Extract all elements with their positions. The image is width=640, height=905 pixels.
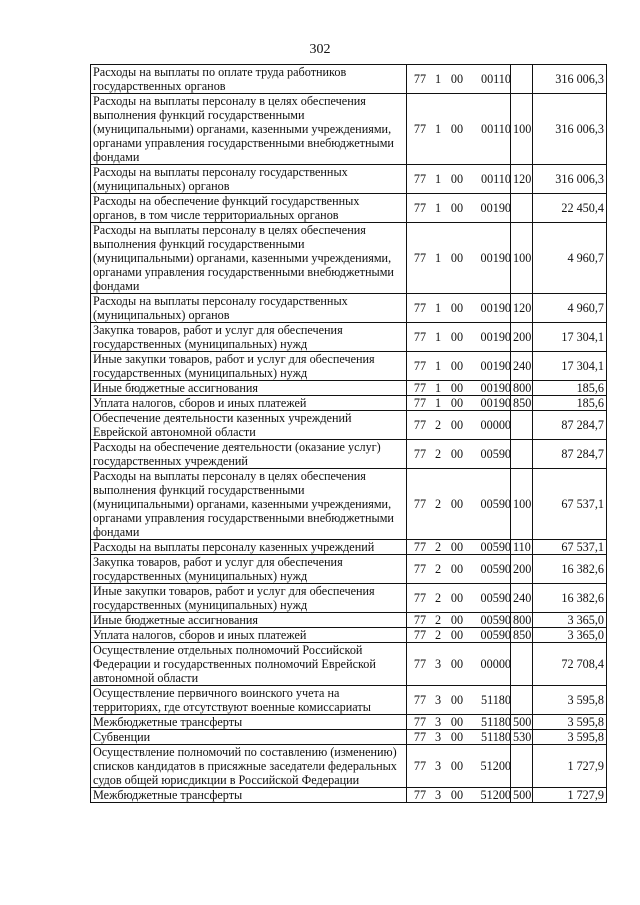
row-amount: 3 595,8 — [533, 730, 607, 745]
code-group: 00 — [450, 730, 464, 744]
code-group: 00 — [450, 251, 464, 265]
code-direction: 00190 — [480, 201, 511, 215]
row-expense-type — [511, 745, 533, 788]
code-program: 77 — [413, 72, 427, 86]
code-group: 00 — [450, 201, 464, 215]
row-expense-type: 120 — [511, 165, 533, 194]
row-name: Межбюджетные трансферты — [91, 788, 407, 803]
row-name: Расходы на выплаты по оплате труда работников государственных органов — [91, 65, 407, 94]
row-code — [407, 381, 511, 396]
row-expense-type: 530 — [511, 730, 533, 745]
code-direction: 00190 — [480, 251, 511, 265]
row-code — [407, 788, 511, 803]
table-row — [91, 584, 607, 613]
row-expense-type — [511, 411, 533, 440]
row-name: Расходы на выплаты персоналу казенных учреждений — [91, 540, 407, 555]
row-code — [407, 628, 511, 643]
code-program: 77 — [413, 330, 427, 344]
row-code — [407, 469, 511, 540]
code-program: 77 — [413, 172, 427, 186]
code-subprogram: 3 — [434, 657, 442, 671]
code-program: 77 — [413, 562, 427, 576]
row-amount: 1 727,9 — [533, 788, 607, 803]
table-row — [91, 65, 607, 94]
code-program: 77 — [413, 122, 427, 136]
code-group: 00 — [450, 359, 464, 373]
row-name: Осуществление первичного воинского учета на территориях, где отсутствуют военные комиссариаты — [91, 686, 407, 715]
code-direction: 51180 — [480, 715, 511, 729]
code-direction: 00110 — [480, 172, 511, 186]
code-program: 77 — [413, 613, 427, 627]
code-subprogram: 1 — [434, 330, 442, 344]
code-group: 00 — [450, 759, 464, 773]
table-row — [91, 643, 607, 686]
table-row — [91, 788, 607, 803]
row-name: Расходы на выплаты персоналу государственных (муниципальных) органов — [91, 165, 407, 194]
code-subprogram: 1 — [434, 396, 442, 410]
row-name: Закупка товаров, работ и услуг для обеспечения государственных (муниципальных) нужд — [91, 555, 407, 584]
code-group: 00 — [450, 562, 464, 576]
table-row — [91, 613, 607, 628]
row-code — [407, 65, 511, 94]
row-expense-type: 110 — [511, 540, 533, 555]
row-expense-type — [511, 194, 533, 223]
code-subprogram: 1 — [434, 251, 442, 265]
row-amount: 4 960,7 — [533, 223, 607, 294]
code-program: 77 — [413, 657, 427, 671]
row-amount: 3 365,0 — [533, 628, 607, 643]
table-row — [91, 352, 607, 381]
code-group: 00 — [450, 628, 464, 642]
row-expense-type: 200 — [511, 555, 533, 584]
code-group: 00 — [450, 591, 464, 605]
table-row — [91, 323, 607, 352]
code-direction: 00190 — [480, 381, 511, 395]
row-code — [407, 223, 511, 294]
row-code — [407, 555, 511, 584]
code-program: 77 — [413, 730, 427, 744]
row-name: Осуществление отдельных полномочий Российской Федерации и государственных полномочий Еврейской автономной области — [91, 643, 407, 686]
row-amount: 3 595,8 — [533, 686, 607, 715]
code-program: 77 — [413, 540, 427, 554]
code-subprogram: 2 — [434, 418, 442, 432]
row-name: Расходы на обеспечение функций государственных органов, в том числе территориальных органов — [91, 194, 407, 223]
row-code — [407, 396, 511, 411]
code-direction: 00000 — [480, 657, 511, 671]
code-direction: 00590 — [480, 591, 511, 605]
row-amount: 16 382,6 — [533, 555, 607, 584]
code-program: 77 — [413, 591, 427, 605]
table-row — [91, 396, 607, 411]
row-expense-type — [511, 440, 533, 469]
row-name: Обеспечение деятельности казенных учреждений Еврейской автономной области — [91, 411, 407, 440]
code-group: 00 — [450, 540, 464, 554]
code-direction: 51200 — [480, 788, 511, 802]
code-direction: 00590 — [480, 497, 511, 511]
row-name: Уплата налогов, сборов и иных платежей — [91, 628, 407, 643]
code-program: 77 — [413, 359, 427, 373]
row-name: Субвенции — [91, 730, 407, 745]
code-group: 00 — [450, 122, 464, 136]
code-group: 00 — [450, 613, 464, 627]
row-expense-type — [511, 643, 533, 686]
row-amount: 67 537,1 — [533, 469, 607, 540]
code-direction: 00190 — [480, 301, 511, 315]
row-name: Иные бюджетные ассигнования — [91, 381, 407, 396]
row-code — [407, 411, 511, 440]
row-expense-type — [511, 686, 533, 715]
row-amount: 16 382,6 — [533, 584, 607, 613]
row-expense-type: 100 — [511, 469, 533, 540]
code-group: 00 — [450, 418, 464, 432]
code-direction: 00110 — [480, 72, 511, 86]
code-direction: 00190 — [480, 330, 511, 344]
row-code — [407, 165, 511, 194]
page-number: 302 — [309, 42, 331, 57]
row-name: Уплата налогов, сборов и иных платежей — [91, 396, 407, 411]
table-row — [91, 94, 607, 165]
row-code — [407, 440, 511, 469]
code-program: 77 — [413, 381, 427, 395]
code-subprogram: 1 — [434, 381, 442, 395]
code-subprogram: 1 — [434, 359, 442, 373]
row-amount: 3 365,0 — [533, 613, 607, 628]
row-expense-type: 240 — [511, 352, 533, 381]
code-subprogram: 1 — [434, 301, 442, 315]
row-name: Расходы на выплаты персоналу в целях обеспечения выполнения функций государственными (муниципальными) органами, казенными учреждениями, органами управления государственными внебюджетными фондами — [91, 223, 407, 294]
table-row — [91, 381, 607, 396]
row-amount: 316 006,3 — [533, 65, 607, 94]
code-subprogram: 2 — [434, 447, 442, 461]
table-row — [91, 194, 607, 223]
code-group: 00 — [450, 72, 464, 86]
code-direction: 51180 — [480, 730, 511, 744]
code-subprogram: 3 — [434, 715, 442, 729]
table-row — [91, 628, 607, 643]
row-code — [407, 352, 511, 381]
code-program: 77 — [413, 693, 427, 707]
code-subprogram: 2 — [434, 628, 442, 642]
code-group: 00 — [450, 381, 464, 395]
code-group: 00 — [450, 172, 464, 186]
row-name: Иные бюджетные ассигнования — [91, 613, 407, 628]
row-expense-type: 200 — [511, 323, 533, 352]
code-program: 77 — [413, 251, 427, 265]
code-direction: 00190 — [480, 359, 511, 373]
code-subprogram: 1 — [434, 172, 442, 186]
row-amount: 3 595,8 — [533, 715, 607, 730]
row-amount: 185,6 — [533, 381, 607, 396]
row-name: Закупка товаров, работ и услуг для обеспечения государственных (муниципальных) нужд — [91, 323, 407, 352]
code-program: 77 — [413, 788, 427, 802]
table-row — [91, 165, 607, 194]
row-code — [407, 745, 511, 788]
code-group: 00 — [450, 497, 464, 511]
code-subprogram: 2 — [434, 562, 442, 576]
row-expense-type: 800 — [511, 381, 533, 396]
row-code — [407, 294, 511, 323]
code-subprogram: 2 — [434, 613, 442, 627]
code-group: 00 — [450, 715, 464, 729]
row-expense-type: 500 — [511, 715, 533, 730]
row-code — [407, 643, 511, 686]
row-expense-type: 800 — [511, 613, 533, 628]
table-row — [91, 469, 607, 540]
code-direction: 00590 — [480, 628, 511, 642]
table-row — [91, 715, 607, 730]
code-group: 00 — [450, 330, 464, 344]
row-code — [407, 613, 511, 628]
table-row — [91, 411, 607, 440]
code-subprogram: 2 — [434, 497, 442, 511]
row-amount: 316 006,3 — [533, 94, 607, 165]
row-amount: 316 006,3 — [533, 165, 607, 194]
code-program: 77 — [413, 447, 427, 461]
row-expense-type — [511, 65, 533, 94]
row-code — [407, 194, 511, 223]
row-amount: 87 284,7 — [533, 411, 607, 440]
code-subprogram: 2 — [434, 591, 442, 605]
row-name: Межбюджетные трансферты — [91, 715, 407, 730]
budget-table-body — [91, 65, 607, 803]
budget-table — [90, 64, 607, 803]
code-subprogram: 1 — [434, 122, 442, 136]
row-amount: 22 450,4 — [533, 194, 607, 223]
row-name: Иные закупки товаров, работ и услуг для обеспечения государственных (муниципальных) нужд — [91, 584, 407, 613]
code-group: 00 — [450, 447, 464, 461]
row-name: Расходы на выплаты персоналу в целях обеспечения выполнения функций государственными (муниципальными) органами, казенными учреждениями, органами управления государственными внебюджетными фондами — [91, 94, 407, 165]
code-subprogram: 1 — [434, 72, 442, 86]
table-row — [91, 686, 607, 715]
code-subprogram: 3 — [434, 759, 442, 773]
code-group: 00 — [450, 657, 464, 671]
code-direction: 00190 — [480, 396, 511, 410]
table-row — [91, 555, 607, 584]
row-name: Расходы на выплаты персоналу государственных (муниципальных) органов — [91, 294, 407, 323]
table-row — [91, 540, 607, 555]
row-amount: 87 284,7 — [533, 440, 607, 469]
row-amount: 185,6 — [533, 396, 607, 411]
code-program: 77 — [413, 418, 427, 432]
code-program: 77 — [413, 396, 427, 410]
row-expense-type: 500 — [511, 788, 533, 803]
row-name: Расходы на выплаты персоналу в целях обеспечения выполнения функций государственными (муниципальными) органами, казенными учреждениями, органами управления государственными внебюджетными фондами — [91, 469, 407, 540]
code-direction: 51200 — [480, 759, 511, 773]
code-program: 77 — [413, 628, 427, 642]
code-direction: 00590 — [480, 613, 511, 627]
row-code — [407, 584, 511, 613]
code-direction: 00590 — [480, 540, 511, 554]
row-amount: 67 537,1 — [533, 540, 607, 555]
row-expense-type: 120 — [511, 294, 533, 323]
code-direction: 51180 — [480, 693, 511, 707]
row-expense-type: 850 — [511, 628, 533, 643]
row-amount: 17 304,1 — [533, 352, 607, 381]
row-code — [407, 686, 511, 715]
table-row — [91, 294, 607, 323]
code-direction: 00590 — [480, 562, 511, 576]
code-subprogram: 3 — [434, 788, 442, 802]
row-name: Осуществление полномочий по составлению (изменению) списков кандидатов в присяжные заседатели федеральных судов общей юрисдикции в Российской Федерации — [91, 745, 407, 788]
row-code — [407, 94, 511, 165]
code-subprogram: 3 — [434, 693, 442, 707]
row-code — [407, 730, 511, 745]
row-expense-type: 240 — [511, 584, 533, 613]
table-row — [91, 745, 607, 788]
row-name: Расходы на обеспечение деятельности (оказание услуг) государственных учреждений — [91, 440, 407, 469]
code-direction: 00000 — [480, 418, 511, 432]
code-subprogram: 2 — [434, 540, 442, 554]
row-name: Иные закупки товаров, работ и услуг для обеспечения государственных (муниципальных) нужд — [91, 352, 407, 381]
table-row — [91, 730, 607, 745]
code-group: 00 — [450, 396, 464, 410]
code-direction: 00590 — [480, 447, 511, 461]
row-code — [407, 715, 511, 730]
code-program: 77 — [413, 759, 427, 773]
code-subprogram: 1 — [434, 201, 442, 215]
table-row — [91, 223, 607, 294]
row-code — [407, 323, 511, 352]
row-expense-type: 100 — [511, 223, 533, 294]
code-program: 77 — [413, 201, 427, 215]
code-program: 77 — [413, 301, 427, 315]
code-direction: 00110 — [480, 122, 511, 136]
code-program: 77 — [413, 497, 427, 511]
row-amount: 72 708,4 — [533, 643, 607, 686]
row-amount: 1 727,9 — [533, 745, 607, 788]
code-subprogram: 3 — [434, 730, 442, 744]
row-code — [407, 540, 511, 555]
row-amount: 17 304,1 — [533, 323, 607, 352]
code-group: 00 — [450, 693, 464, 707]
row-expense-type: 100 — [511, 94, 533, 165]
code-group: 00 — [450, 301, 464, 315]
row-amount: 4 960,7 — [533, 294, 607, 323]
code-group: 00 — [450, 788, 464, 802]
table-row — [91, 440, 607, 469]
code-program: 77 — [413, 715, 427, 729]
row-expense-type: 850 — [511, 396, 533, 411]
